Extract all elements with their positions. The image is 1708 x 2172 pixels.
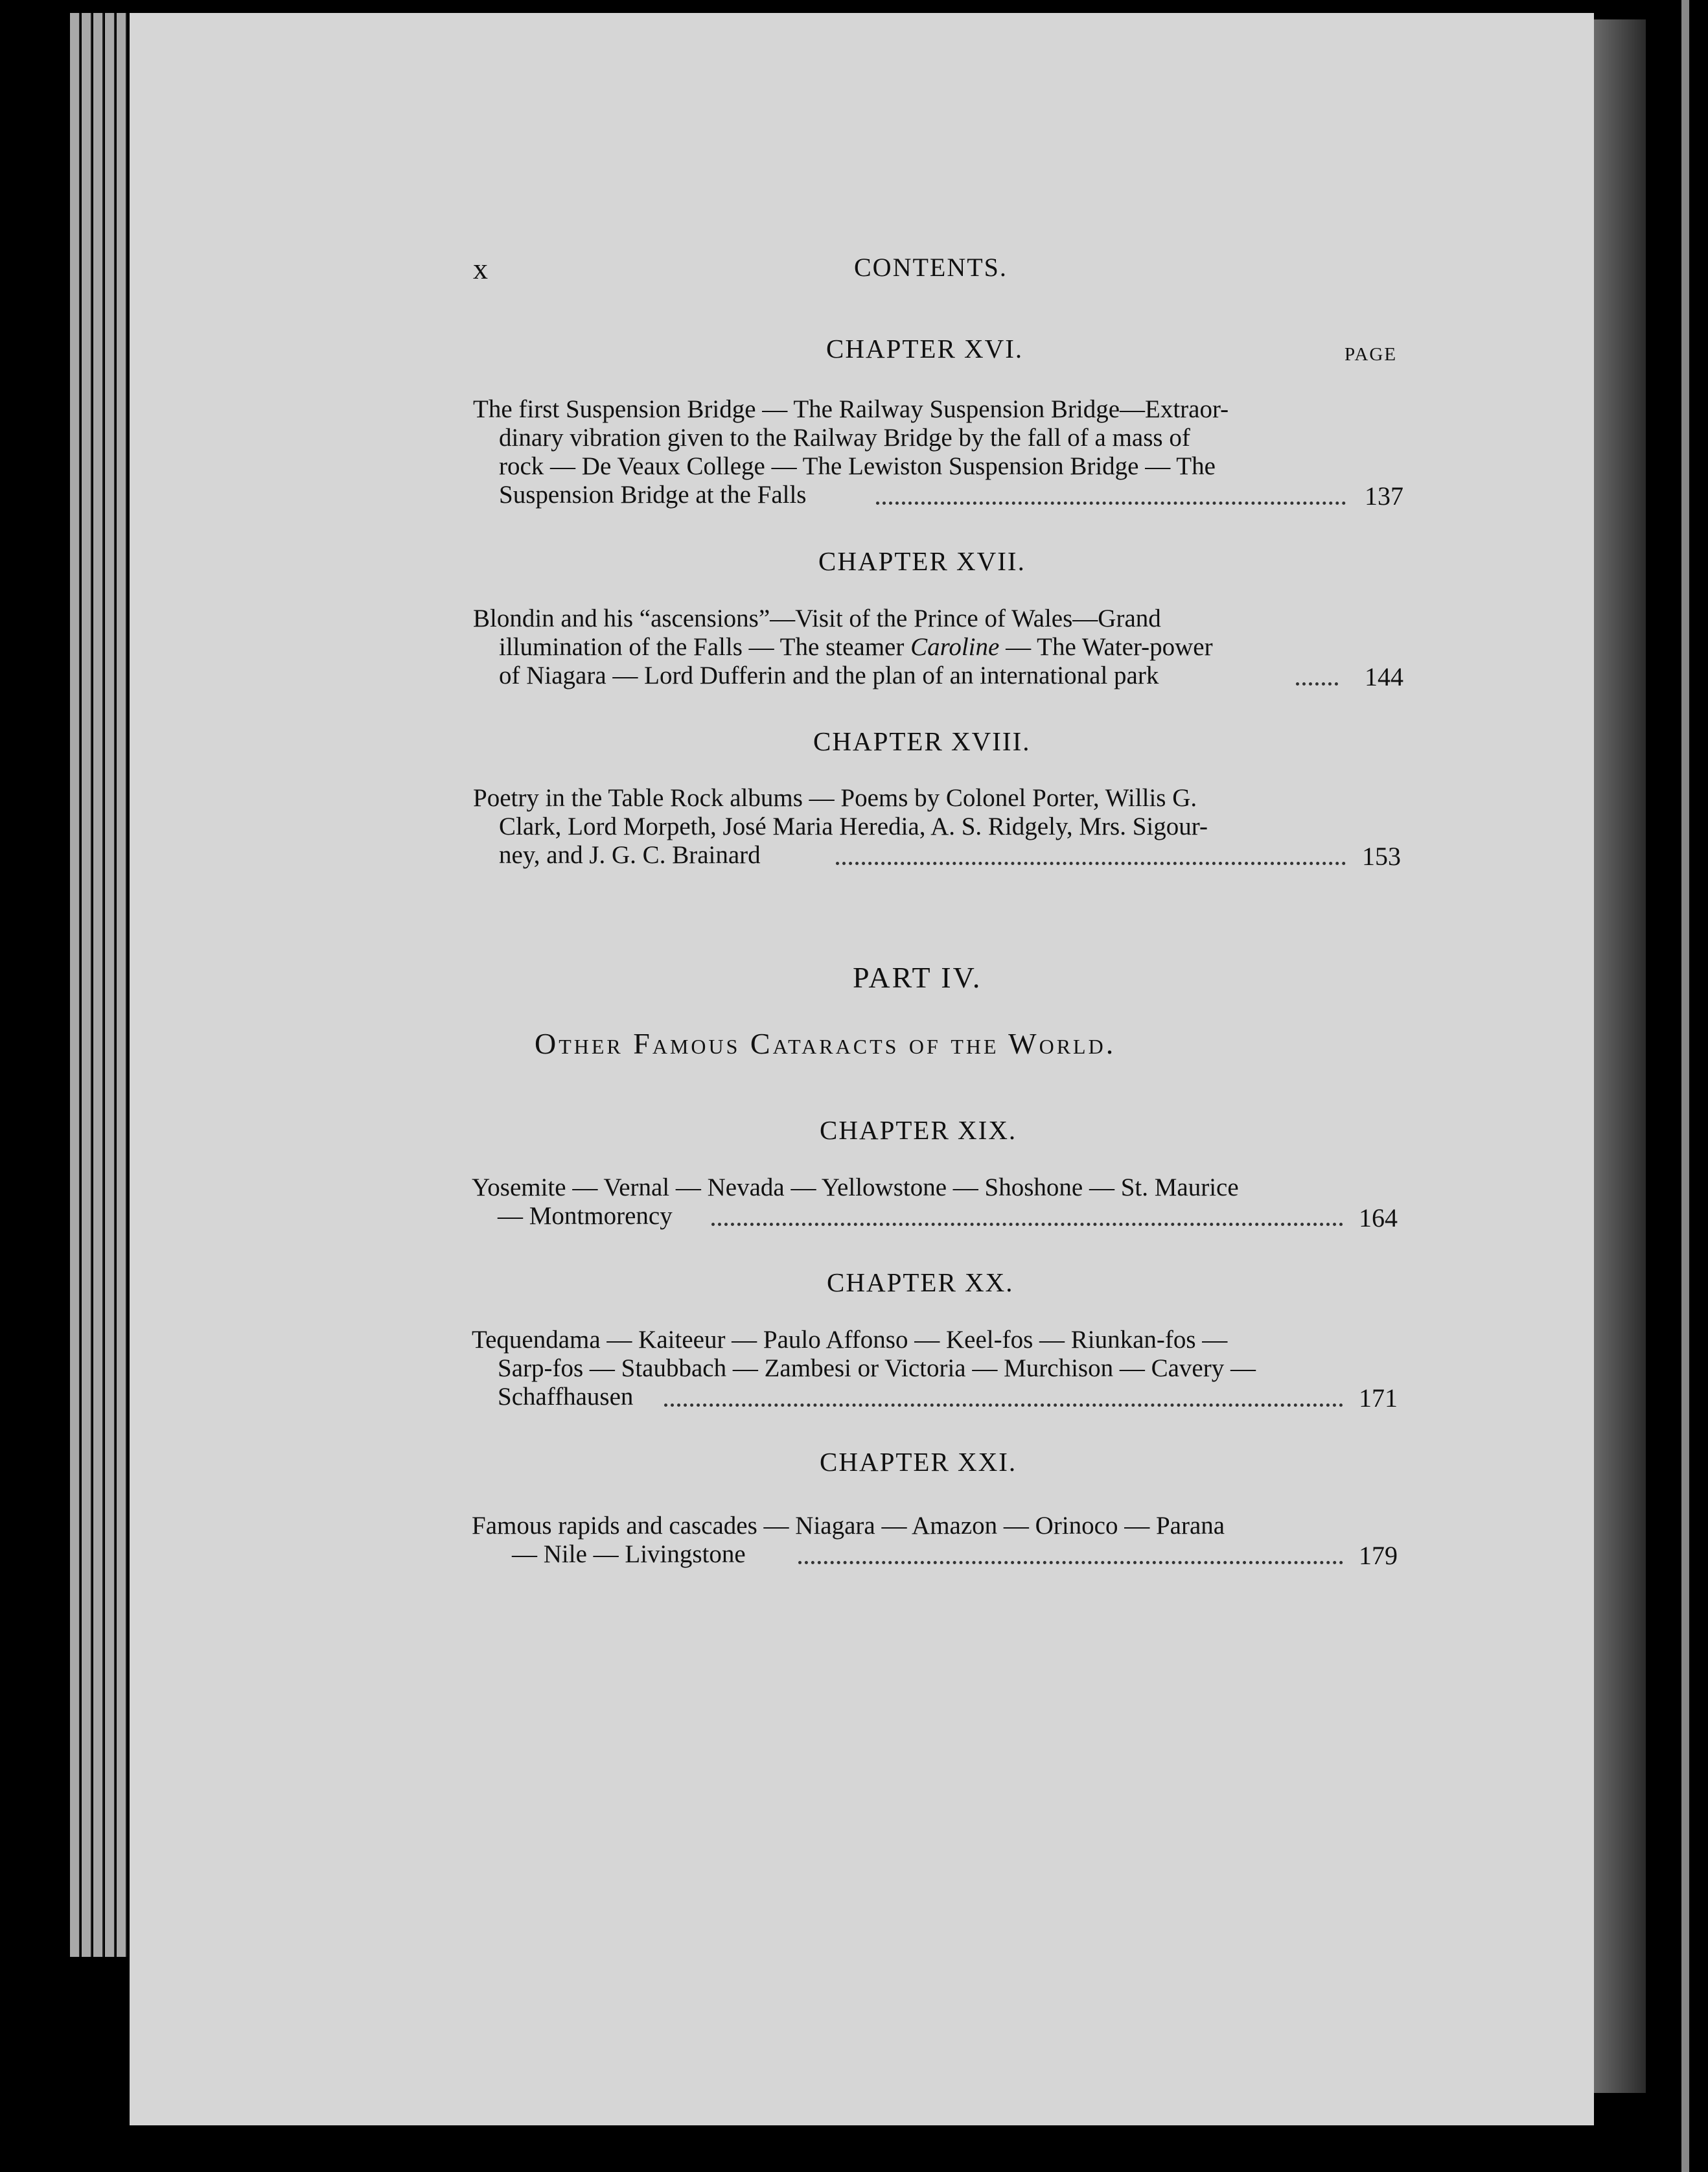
chapter-heading: CHAPTER XXI. [820, 1447, 1017, 1477]
toc-entry-line: Schaffhausen [498, 1383, 634, 1411]
page-column-label: PAGE [1344, 344, 1398, 365]
toc-entry-line: Clark, Lord Morpeth, José Maria Heredia, A. S. Ridgely, Mrs. Sigour- [499, 813, 1208, 840]
dot-leader [664, 1400, 1343, 1407]
toc-entry-line: of Niagara — Lord Dufferin and the plan of an international park [499, 662, 1159, 689]
ship-name-caroline: Caroline [910, 633, 1000, 661]
toc-entry-line: Tequendama — Kaiteeur — Paulo Affonso — Keel-fos — Riunkan-fos — [472, 1326, 1228, 1354]
page-edge [82, 13, 92, 1957]
page-edge [93, 13, 104, 1957]
chapter-heading: CHAPTER XX. [827, 1267, 1014, 1297]
toc-page-number: 137 [1365, 481, 1403, 511]
toc-page-number: 144 [1365, 662, 1403, 691]
toc-page-number: 171 [1359, 1383, 1398, 1413]
chapter-heading: CHAPTER XVI. [826, 334, 1024, 364]
toc-entry-line: illumination of the Falls — The steamer Caroline — The Water-power [499, 633, 1213, 661]
chapter-heading: CHAPTER XVIII. [813, 726, 1031, 756]
toc-entry-line: Famous rapids and cascades — Niagara — Amazon — Orinoco — Parana [472, 1512, 1225, 1540]
chapter-heading: CHAPTER XVII. [818, 546, 1026, 576]
toc-entry-line: Blondin and his “ascensions”—Visit of the Prince of Wales—Grand [473, 605, 1161, 632]
toc-page-number: 179 [1359, 1541, 1398, 1570]
part-title: PART IV. [853, 961, 982, 994]
dot-leader [876, 498, 1346, 505]
spine-shadow [1594, 19, 1646, 2093]
toc-entry-line: Suspension Bridge at the Falls [499, 481, 807, 509]
toc-entry-line: — Nile — Livingstone [512, 1540, 746, 1568]
dot-leader [798, 1557, 1343, 1564]
running-title: CONTENTS. [854, 253, 1008, 282]
page-edge [117, 13, 127, 1957]
dot-leader [1296, 678, 1338, 686]
scan-edge [1681, 0, 1689, 2172]
toc-entry-line: The first Suspension Bridge — The Railway Suspension Bridge—Extraor- [473, 395, 1229, 423]
toc-entry-line: — Montmorency [498, 1202, 673, 1230]
toc-entry-line: ney, and J. G. C. Brainard [499, 841, 761, 869]
toc-page-number: 153 [1362, 842, 1401, 871]
page-edge [105, 13, 115, 1957]
toc-page-number: 164 [1359, 1203, 1398, 1232]
toc-entry-line: dinary vibration given to the Railway Bridge by the fall of a mass of [499, 424, 1190, 452]
toc-entry-line: Poetry in the Table Rock albums — Poems by Colonel Porter, Willis G. [473, 784, 1197, 812]
toc-entry-line: Sarp-fos — Staubbach — Zambesi or Victoria — Murchison — Cavery — [498, 1354, 1256, 1382]
dot-leader [836, 858, 1346, 865]
page-edge [70, 13, 80, 1957]
toc-entry-line: Yosemite — Vernal — Nevada — Yellowstone — Shoshone — St. Maurice [472, 1173, 1239, 1201]
page-edges [70, 0, 135, 2172]
part-subtitle: Other Famous Cataracts of the World. [535, 1027, 1116, 1060]
book-page [130, 13, 1594, 2125]
scan-border [1659, 0, 1678, 2172]
dot-leader [711, 1219, 1343, 1226]
chapter-heading: CHAPTER XIX. [820, 1115, 1017, 1145]
toc-entry-line: rock — De Veaux College — The Lewiston Suspension Bridge — The [499, 452, 1216, 480]
page-number: x [473, 252, 488, 285]
